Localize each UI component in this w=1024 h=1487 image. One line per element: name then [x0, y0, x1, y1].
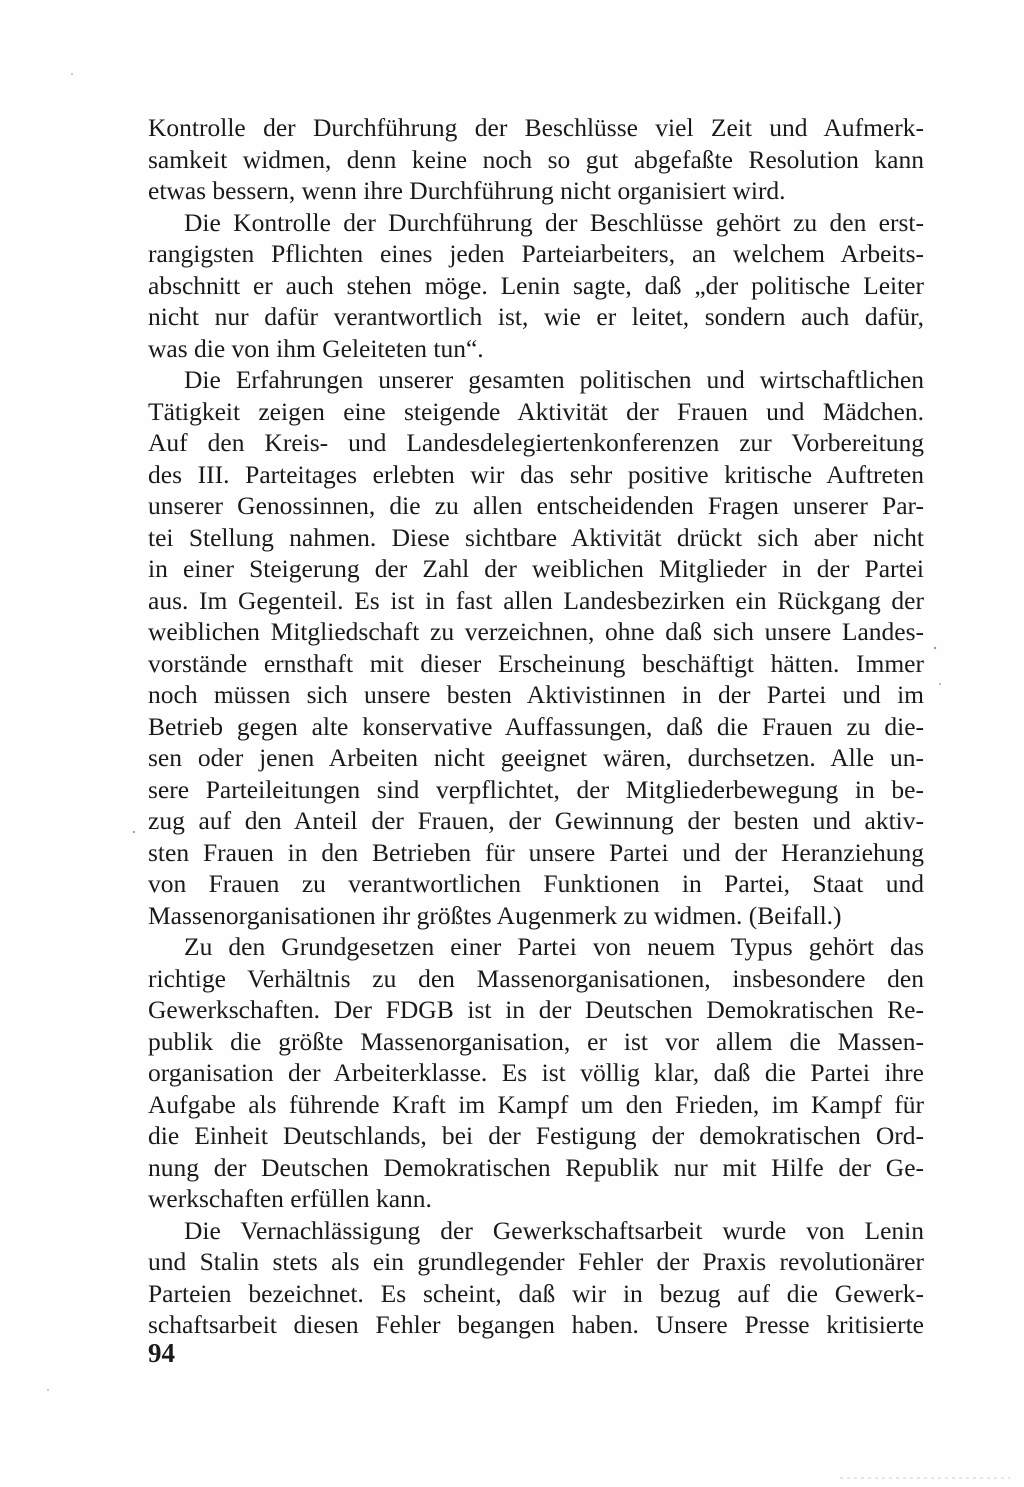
text-line: Die Erfahrungen unserer gesamten politischen und wirtschaftlichen — [184, 365, 924, 394]
speck — [939, 683, 941, 685]
text-line: sten Frauen in den Betrieben für unsere Partei und der Heranziehung — [148, 837, 924, 867]
text-line: samkeit widmen, denn keine noch so gut abgefaßte Resolution kann — [148, 144, 924, 174]
text-line: des III. Parteitages erlebten wir das sehr positive kritische Auftreten — [148, 459, 924, 489]
text-line: vorstände ernsthaft mit dieser Erscheinung beschäftigt hätten. Immer — [148, 648, 924, 678]
text-line: nicht nur dafür verantwortlich ist, wie er leitet, sondern auch dafür, — [148, 302, 924, 331]
text-line: Betrieb gegen alte konservative Auffassungen, daß die Frauen zu die- — [148, 711, 924, 741]
speck — [47, 1389, 49, 1391]
speck — [934, 647, 936, 649]
text-line: etwas bessern, wenn ihre Durchführung nicht organisiert wird. — [148, 176, 786, 205]
text-line: werkschaften erfüllen kann. — [148, 1184, 432, 1213]
text-line: was die von ihm Geleiteten tun“. — [148, 333, 484, 363]
text-line: und Stalin stets als ein grundlegender Fehler der Praxis revolutionärer — [148, 1247, 924, 1276]
text-line: nung der Deutschen Demokratischen Republik nur mit Hilfe der Ge- — [148, 1152, 924, 1182]
text-line: schaftsarbeit diesen Fehler begangen haben. Unsere Presse kritisierte — [148, 1310, 924, 1339]
text-line: Parteien bezeichnet. Es scheint, daß wir in bezug auf die Gewerk- — [148, 1278, 924, 1308]
text-line: Gewerkschaften. Der FDGB ist in der Deutschen Demokratischen Re- — [148, 995, 924, 1024]
text-line: rangigsten Pflichten eines jeden Parteiarbeiters, an welchem Arbeits- — [148, 239, 924, 268]
text-line: weiblichen Mitgliedschaft zu verzeichnen, ohne daß sich unsere Landes- — [148, 617, 924, 646]
text-line: aus. Im Gegenteil. Es ist in fast allen Landesbezirken ein Rückgang der — [148, 585, 924, 615]
text-line: sen oder jenen Arbeiten nicht geeignet wären, durchsetzen. Alle un- — [148, 743, 924, 772]
text-line: richtige Verhältnis zu den Massenorganisationen, insbesondere den — [148, 963, 924, 993]
text-line: von Frauen zu verantwortlichen Funktionen in Partei, Staat und — [148, 869, 924, 898]
text-line: organisation der Arbeiterklasse. Es ist völlig klar, daß die Partei ihre — [148, 1058, 924, 1087]
text-line: Die Vernachlässigung der Gewerkschaftsarbeit wurde von Lenin — [184, 1215, 924, 1245]
speck — [71, 73, 73, 75]
body-text — [148, 112, 924, 1341]
text-line: publik die größte Massenorganisation, er ist vor allem die Massen- — [148, 1026, 924, 1056]
text-line: noch müssen sich unsere besten Aktivistinnen in der Partei und im — [148, 680, 924, 709]
text-line: zug auf den Anteil der Frauen, der Gewinnung der besten und aktiv- — [148, 806, 924, 835]
speck — [133, 831, 135, 833]
text-line: Zu den Grundgesetzen einer Partei von neuem Typus gehört das — [184, 932, 924, 961]
page-number: 94 — [148, 1338, 175, 1368]
text-line: Massenorganisationen ihr größtes Augenmerk zu widmen. (Beifall.) — [148, 900, 842, 930]
text-line: Aufgabe als führende Kraft im Kampf um den Frieden, im Kampf für — [148, 1089, 924, 1119]
text-line: in einer Steigerung der Zahl der weiblichen Mitglieder in der Partei — [148, 554, 924, 583]
text-line: Tätigkeit zeigen eine steigende Aktivität der Frauen und Mädchen. — [148, 396, 924, 426]
text-line: die Einheit Deutschlands, bei der Festigung der demokratischen Ord- — [148, 1121, 924, 1150]
text-line: Kontrolle der Durchführung der Beschlüsse viel Zeit und Aufmerk- — [148, 113, 924, 142]
text-line: unserer Genossinnen, die zu allen entscheidenden Fragen unserer Par- — [148, 491, 924, 520]
text-line: Auf den Kreis- und Landesdelegiertenkonferenzen zur Vorbereitung — [148, 428, 924, 457]
text-line: Die Kontrolle der Durchführung der Beschlüsse gehört zu den erst- — [184, 207, 924, 237]
text-line: abschnitt er auch stehen möge. Lenin sagte, daß „der politische Leiter — [148, 270, 924, 300]
text-line: sere Parteileitungen sind verpflichtet, der Mitgliederbewegung in be- — [148, 774, 924, 804]
text-line: tei Stellung nahmen. Diese sichtbare Aktivität drückt sich aber nicht — [148, 522, 924, 552]
